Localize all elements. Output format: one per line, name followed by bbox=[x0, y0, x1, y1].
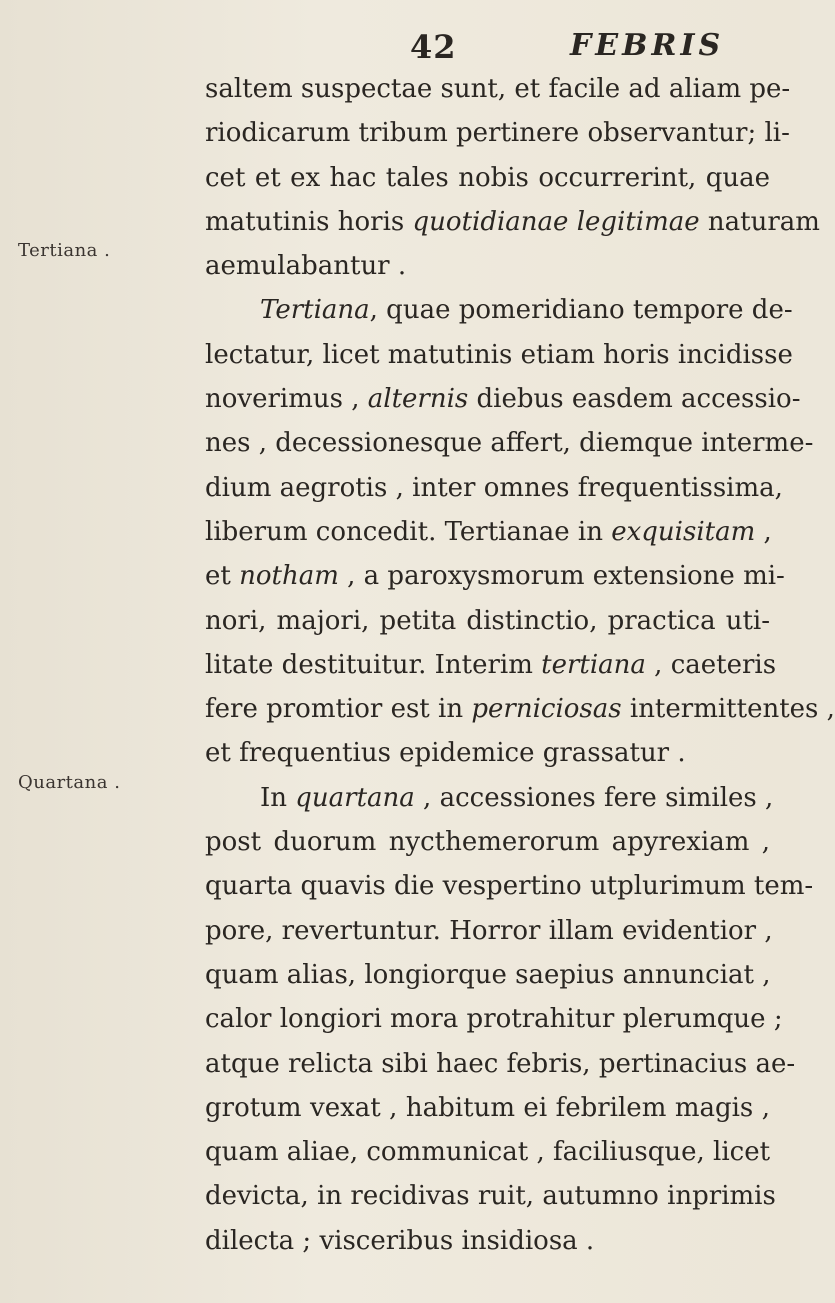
text-line: nori, majori, petita distinctio, practica uti- bbox=[205, 605, 770, 636]
margin-note-tertiana: Tertiana . bbox=[18, 240, 111, 261]
text-line: litate destituitur. Interim tertiana , caeteris bbox=[205, 649, 777, 680]
text-line: et frequentius epidemice grassatur . bbox=[205, 738, 686, 769]
margin-note-quartana: Quartana . bbox=[18, 772, 121, 793]
text-line: atque relicta sibi haec febris, pertinacius ae- bbox=[205, 1048, 796, 1079]
text-line: devicta, in recidivas ruit, autumno inprimis bbox=[205, 1181, 776, 1212]
text-line: pore, revertuntur. Horror illam evidentior , bbox=[205, 915, 773, 946]
text-line: aemulabantur . bbox=[205, 251, 407, 282]
text-line: calor longiori mora protrahitur plerumque ; bbox=[205, 1004, 783, 1035]
text-line: matutinis horis quotidianae legitimae naturam bbox=[205, 206, 820, 237]
text-line: In quartana , accessiones fere similes , bbox=[260, 782, 774, 813]
text-line: liberum concedit. Tertianae in exquisitam , bbox=[205, 516, 772, 547]
page-header bbox=[410, 28, 800, 68]
text-line: lectatur, licet matutinis etiam horis incidisse bbox=[205, 339, 793, 370]
text-line: et notham , a paroxysmorum extensione mi- bbox=[205, 561, 785, 592]
text-line: cet et ex hac tales nobis occurrerint, quae bbox=[205, 162, 770, 193]
body-text bbox=[205, 67, 835, 1263]
text-line: dilecta ; visceribus insidiosa . bbox=[205, 1225, 595, 1256]
text-line: dium aegrotis , inter omnes frequentissima, bbox=[205, 472, 783, 503]
text-line: riodicarum tribum pertinere observantur; li- bbox=[205, 118, 790, 149]
text-line: noverimus , alternis diebus easdem accessio- bbox=[205, 384, 801, 415]
text-line: quarta quavis die vespertino utplurimum tem- bbox=[205, 871, 814, 902]
running-head: FEBRIS bbox=[570, 28, 725, 63]
text-line: nes , decessionesque affert, diemque interme- bbox=[205, 428, 814, 459]
text-line: quam aliae, communicat , faciliusque, licet bbox=[205, 1137, 771, 1168]
text-line: post duorum nycthemerorum apyrexiam , bbox=[205, 827, 770, 858]
text-line: Tertiana, quae pomeridiano tempore de- bbox=[260, 295, 793, 326]
text-line: grotum vexat , habitum ei febrilem magis , bbox=[205, 1092, 770, 1123]
text-line: saltem suspectae sunt, et facile ad aliam pe- bbox=[205, 74, 791, 104]
text-line: quam alias, longiorque saepius annunciat , bbox=[205, 959, 771, 990]
page-number: 42 bbox=[410, 28, 457, 66]
text-line: fere promtior est in perniciosas intermittentes , bbox=[205, 694, 835, 725]
